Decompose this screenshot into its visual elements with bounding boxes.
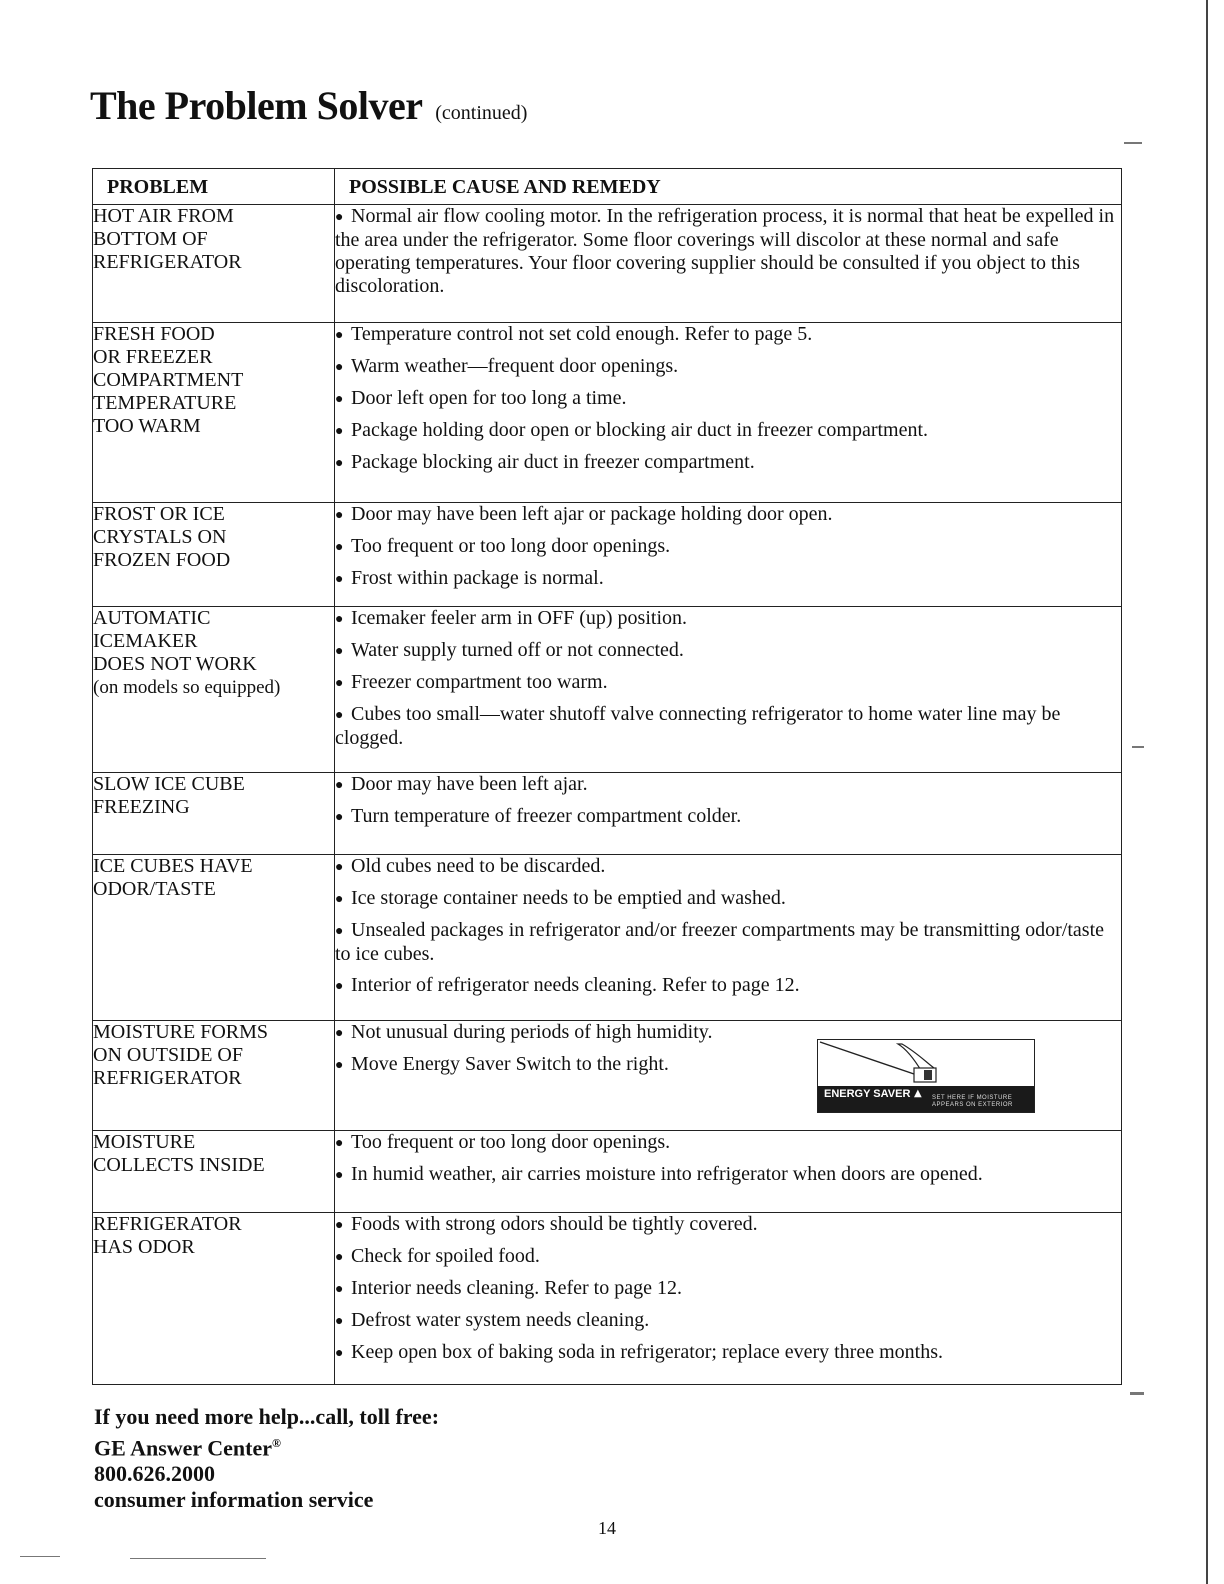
bullet-icon: ●: [335, 508, 344, 523]
problem-line: FROZEN FOOD: [93, 549, 231, 571]
remedy-text: Interior needs cleaning. Refer to page 12.: [351, 1277, 682, 1299]
bullet-icon: ●: [335, 1218, 344, 1233]
remedy-item: [335, 535, 1121, 559]
problem-line: ICE CUBES HAVE: [93, 855, 253, 877]
scan-edge-line: [1206, 0, 1208, 1584]
arrow-up-icon: ▲: [914, 1088, 922, 1099]
remedy-text: Freezer compartment too warm.: [351, 671, 608, 693]
remedy-item: [335, 639, 1121, 663]
remedy-item: [335, 1131, 1121, 1155]
table-row: [93, 855, 1122, 1021]
problem-line: AUTOMATIC: [93, 607, 211, 629]
remedy-item: [335, 1309, 1121, 1333]
remedy-item: [335, 1341, 1121, 1365]
table-row: [93, 1021, 1122, 1131]
bullet-icon: ●: [335, 424, 344, 439]
problem-cell: [93, 1213, 335, 1385]
problem-line: HAS ODOR: [93, 1236, 195, 1258]
remedy-text: Old cubes need to be discarded.: [351, 855, 606, 877]
header-problem: PROBLEM: [93, 169, 335, 205]
remedy-text: Cubes too small—water shutoff valve connecting refrigerator to home water line may be clogged.: [335, 703, 1061, 749]
problem-line: REFRIGERATOR: [93, 1213, 242, 1235]
scan-speck: [20, 1556, 60, 1557]
bullet-icon: ●: [335, 860, 344, 875]
table-row: [93, 607, 1122, 773]
bullet-icon: ●: [335, 456, 344, 471]
remedy-cell: [335, 773, 1122, 855]
remedy-text: Normal air flow cooling motor. In the refrigeration process, it is normal that heat be expelled in the area under the refrigerator. Some floor coverings will discolor at these normal and safe operating temperatures. Your floor covering supplier should be consulted if you object to this discoloration.: [335, 205, 1115, 297]
problem-line: CRYSTALS ON: [93, 526, 227, 548]
remedy-cell: [335, 1213, 1122, 1385]
title-continued: (continued): [435, 102, 528, 124]
remedy-text: Ice storage container needs to be emptied and washed.: [351, 887, 786, 909]
bullet-icon: ●: [335, 210, 344, 225]
page-title: [90, 82, 527, 129]
remedy-item: [335, 919, 1121, 966]
bullet-icon: ●: [335, 979, 344, 994]
energy-saver-label: ENERGY SAVER: [824, 1088, 911, 1100]
table-row: [93, 1213, 1122, 1385]
problem-line: COMPARTMENT: [93, 369, 244, 391]
bullet-icon: ●: [335, 1168, 344, 1183]
problem-line: TOO WARM: [93, 415, 201, 437]
moisture-setting-caption: [932, 1095, 1013, 1109]
problem-line: SLOW ICE CUBE: [93, 773, 245, 795]
remedy-cell: [335, 855, 1122, 1021]
remedy-item: [335, 855, 1121, 879]
problem-solver-table: [92, 168, 1122, 1385]
remedy-text: Door may have been left ajar.: [351, 773, 588, 795]
problem-line: DOES NOT WORK: [93, 653, 257, 675]
remedy-item: [335, 974, 1121, 998]
remedy-text: Water supply turned off or not connected.: [351, 639, 684, 661]
help-block: [94, 1404, 439, 1513]
problem-note: (on models so equipped): [93, 677, 281, 698]
bullet-icon: ●: [335, 392, 344, 407]
remedy-item: [335, 323, 1121, 347]
remedy-cell: [335, 607, 1122, 773]
problem-cell: [93, 1021, 335, 1131]
remedy-item: [335, 205, 1121, 298]
remedy-item: [335, 1277, 1121, 1301]
problem-cell: [93, 773, 335, 855]
problem-cell: [93, 607, 335, 773]
remedy-text: Frost within package is normal.: [351, 567, 604, 589]
remedy-text: Keep open box of baking soda in refrigerator; replace every three months.: [351, 1341, 943, 1363]
remedy-item: [335, 355, 1121, 379]
remedy-list: [335, 855, 1121, 998]
remedy-item: [335, 451, 1121, 475]
remedy-text: Icemaker feeler arm in OFF (up) position.: [351, 607, 688, 629]
consumer-service-line: consumer information service: [94, 1487, 374, 1513]
remedy-text: Not unusual during periods of high humidity.: [351, 1021, 713, 1043]
table-row: [93, 1131, 1122, 1213]
registered-mark: ®: [272, 1436, 281, 1450]
phone-number: 800.626.2000: [94, 1461, 215, 1487]
problem-line: MOISTURE: [93, 1131, 196, 1153]
remedy-item: [335, 419, 1121, 443]
remedy-text: Too frequent or too long door openings.: [351, 535, 671, 557]
remedy-text: Turn temperature of freezer compartment colder.: [351, 805, 742, 827]
problem-line: MOISTURE FORMS: [93, 1021, 269, 1043]
caption-line: APPEARS ON EXTERIOR: [932, 1102, 1013, 1108]
remedy-cell: [335, 1131, 1122, 1213]
remedy-item: [335, 387, 1121, 411]
remedy-list: [335, 773, 1121, 829]
problem-cell: [93, 503, 335, 607]
bullet-icon: ●: [335, 540, 344, 555]
remedy-list: [335, 503, 1121, 591]
remedy-item: [335, 773, 1121, 797]
scan-speck: [1124, 142, 1142, 144]
bullet-icon: ●: [335, 360, 344, 375]
caption-line: SET HERE IF MOISTURE: [932, 1095, 1013, 1101]
answer-center-line: [94, 1430, 439, 1461]
problem-line: FROST OR ICE: [93, 503, 225, 525]
bullet-icon: ●: [335, 1314, 344, 1329]
remedy-list: [335, 205, 1121, 298]
bullet-icon: ●: [335, 328, 344, 343]
bullet-icon: ●: [335, 1026, 344, 1041]
remedy-text: In humid weather, air carries moisture into refrigerator when doors are opened.: [351, 1163, 983, 1185]
scan-speck: [1132, 746, 1144, 748]
scan-speck: [1130, 1392, 1144, 1395]
remedy-item: [335, 607, 1121, 631]
remedy-item: [335, 503, 1121, 527]
bullet-icon: ●: [335, 644, 344, 659]
remedy-text: Warm weather—frequent door openings.: [351, 355, 679, 377]
table-row: [93, 205, 1122, 323]
page-number: 14: [598, 1518, 616, 1538]
remedy-item: [335, 805, 1121, 829]
remedy-cell: [335, 1021, 1122, 1131]
problem-cell: [93, 855, 335, 1021]
title-text: The Problem Solver: [90, 83, 422, 128]
problem-line: ON OUTSIDE OF: [93, 1044, 243, 1066]
table-row: [93, 323, 1122, 503]
remedy-list: [335, 1213, 1121, 1365]
switch-pointer-icon: [818, 1040, 1034, 1088]
remedy-item: [335, 671, 1121, 695]
remedy-cell: [335, 503, 1122, 607]
bullet-icon: ●: [335, 892, 344, 907]
remedy-list: [335, 323, 1121, 475]
remedy-text: Defrost water system needs cleaning.: [351, 1309, 650, 1331]
remedy-item: [335, 703, 1121, 750]
bullet-icon: ●: [335, 572, 344, 587]
remedy-text: Interior of refrigerator needs cleaning. Refer to page 12.: [351, 974, 800, 996]
energy-saver-switch-figure: [817, 1039, 1035, 1113]
remedy-text: Too frequent or too long door openings.: [351, 1131, 671, 1153]
remedy-text: Door left open for too long a time.: [351, 387, 627, 409]
remedy-text: Door may have been left ajar or package holding door open.: [351, 503, 833, 525]
bullet-icon: ●: [335, 1250, 344, 1265]
remedy-cell: [335, 323, 1122, 503]
remedy-text: Unsealed packages in refrigerator and/or freezer compartments may be transmitting odor/taste to ice cubes.: [335, 919, 1105, 965]
problem-line: BOTTOM OF: [93, 228, 208, 250]
table-header-row: [93, 169, 1122, 205]
problem-cell: [93, 323, 335, 503]
bullet-icon: ●: [335, 708, 344, 723]
bullet-icon: ●: [335, 1136, 344, 1151]
remedy-text: Temperature control not set cold enough. Refer to page 5.: [351, 323, 813, 345]
scan-speck: [130, 1558, 266, 1559]
header-remedy: POSSIBLE CAUSE AND REMEDY: [335, 169, 1122, 205]
problem-cell: [93, 1131, 335, 1213]
bullet-icon: ●: [335, 778, 344, 793]
problem-line: ODOR/TASTE: [93, 878, 216, 900]
problem-cell: [93, 205, 335, 323]
problem-line: COLLECTS INSIDE: [93, 1154, 265, 1176]
remedy-list: [335, 607, 1121, 750]
bullet-icon: ●: [335, 676, 344, 691]
remedy-text: Foods with strong odors should be tightly covered.: [351, 1213, 758, 1235]
remedy-list: [335, 1131, 1121, 1187]
remedy-text: Check for spoiled food.: [351, 1245, 540, 1267]
remedy-text: Move Energy Saver Switch to the right.: [351, 1053, 669, 1075]
problem-line: ICEMAKER: [93, 630, 198, 652]
problem-line: REFRIGERATOR: [93, 1067, 242, 1089]
help-line: If you need more help...call, toll free:: [94, 1404, 440, 1429]
bullet-icon: ●: [335, 1282, 344, 1297]
remedy-item: [335, 1213, 1121, 1237]
bullet-icon: ●: [335, 1346, 344, 1361]
problem-line: OR FREEZER: [93, 346, 213, 368]
remedy-item: [335, 1163, 1121, 1187]
remedy-item: [335, 567, 1121, 591]
answer-center-name: GE Answer Center: [94, 1435, 273, 1461]
remedy-cell: [335, 205, 1122, 323]
remedy-text: Package holding door open or blocking air duct in freezer compartment.: [351, 419, 929, 441]
problem-line: REFRIGERATOR: [93, 251, 242, 273]
remedy-item: [335, 887, 1121, 911]
problem-line: HOT AIR FROM: [93, 205, 234, 227]
remedy-text: Package blocking air duct in freezer compartment.: [351, 451, 755, 473]
problem-line: FREEZING: [93, 796, 190, 818]
table-row: [93, 503, 1122, 607]
bullet-icon: ●: [335, 810, 344, 825]
bullet-icon: ●: [335, 924, 344, 939]
bullet-icon: ●: [335, 612, 344, 627]
table-row: [93, 773, 1122, 855]
bullet-icon: ●: [335, 1058, 344, 1073]
remedy-item: [335, 1245, 1121, 1269]
problem-line: TEMPERATURE: [93, 392, 237, 414]
problem-line: FRESH FOOD: [93, 323, 215, 345]
